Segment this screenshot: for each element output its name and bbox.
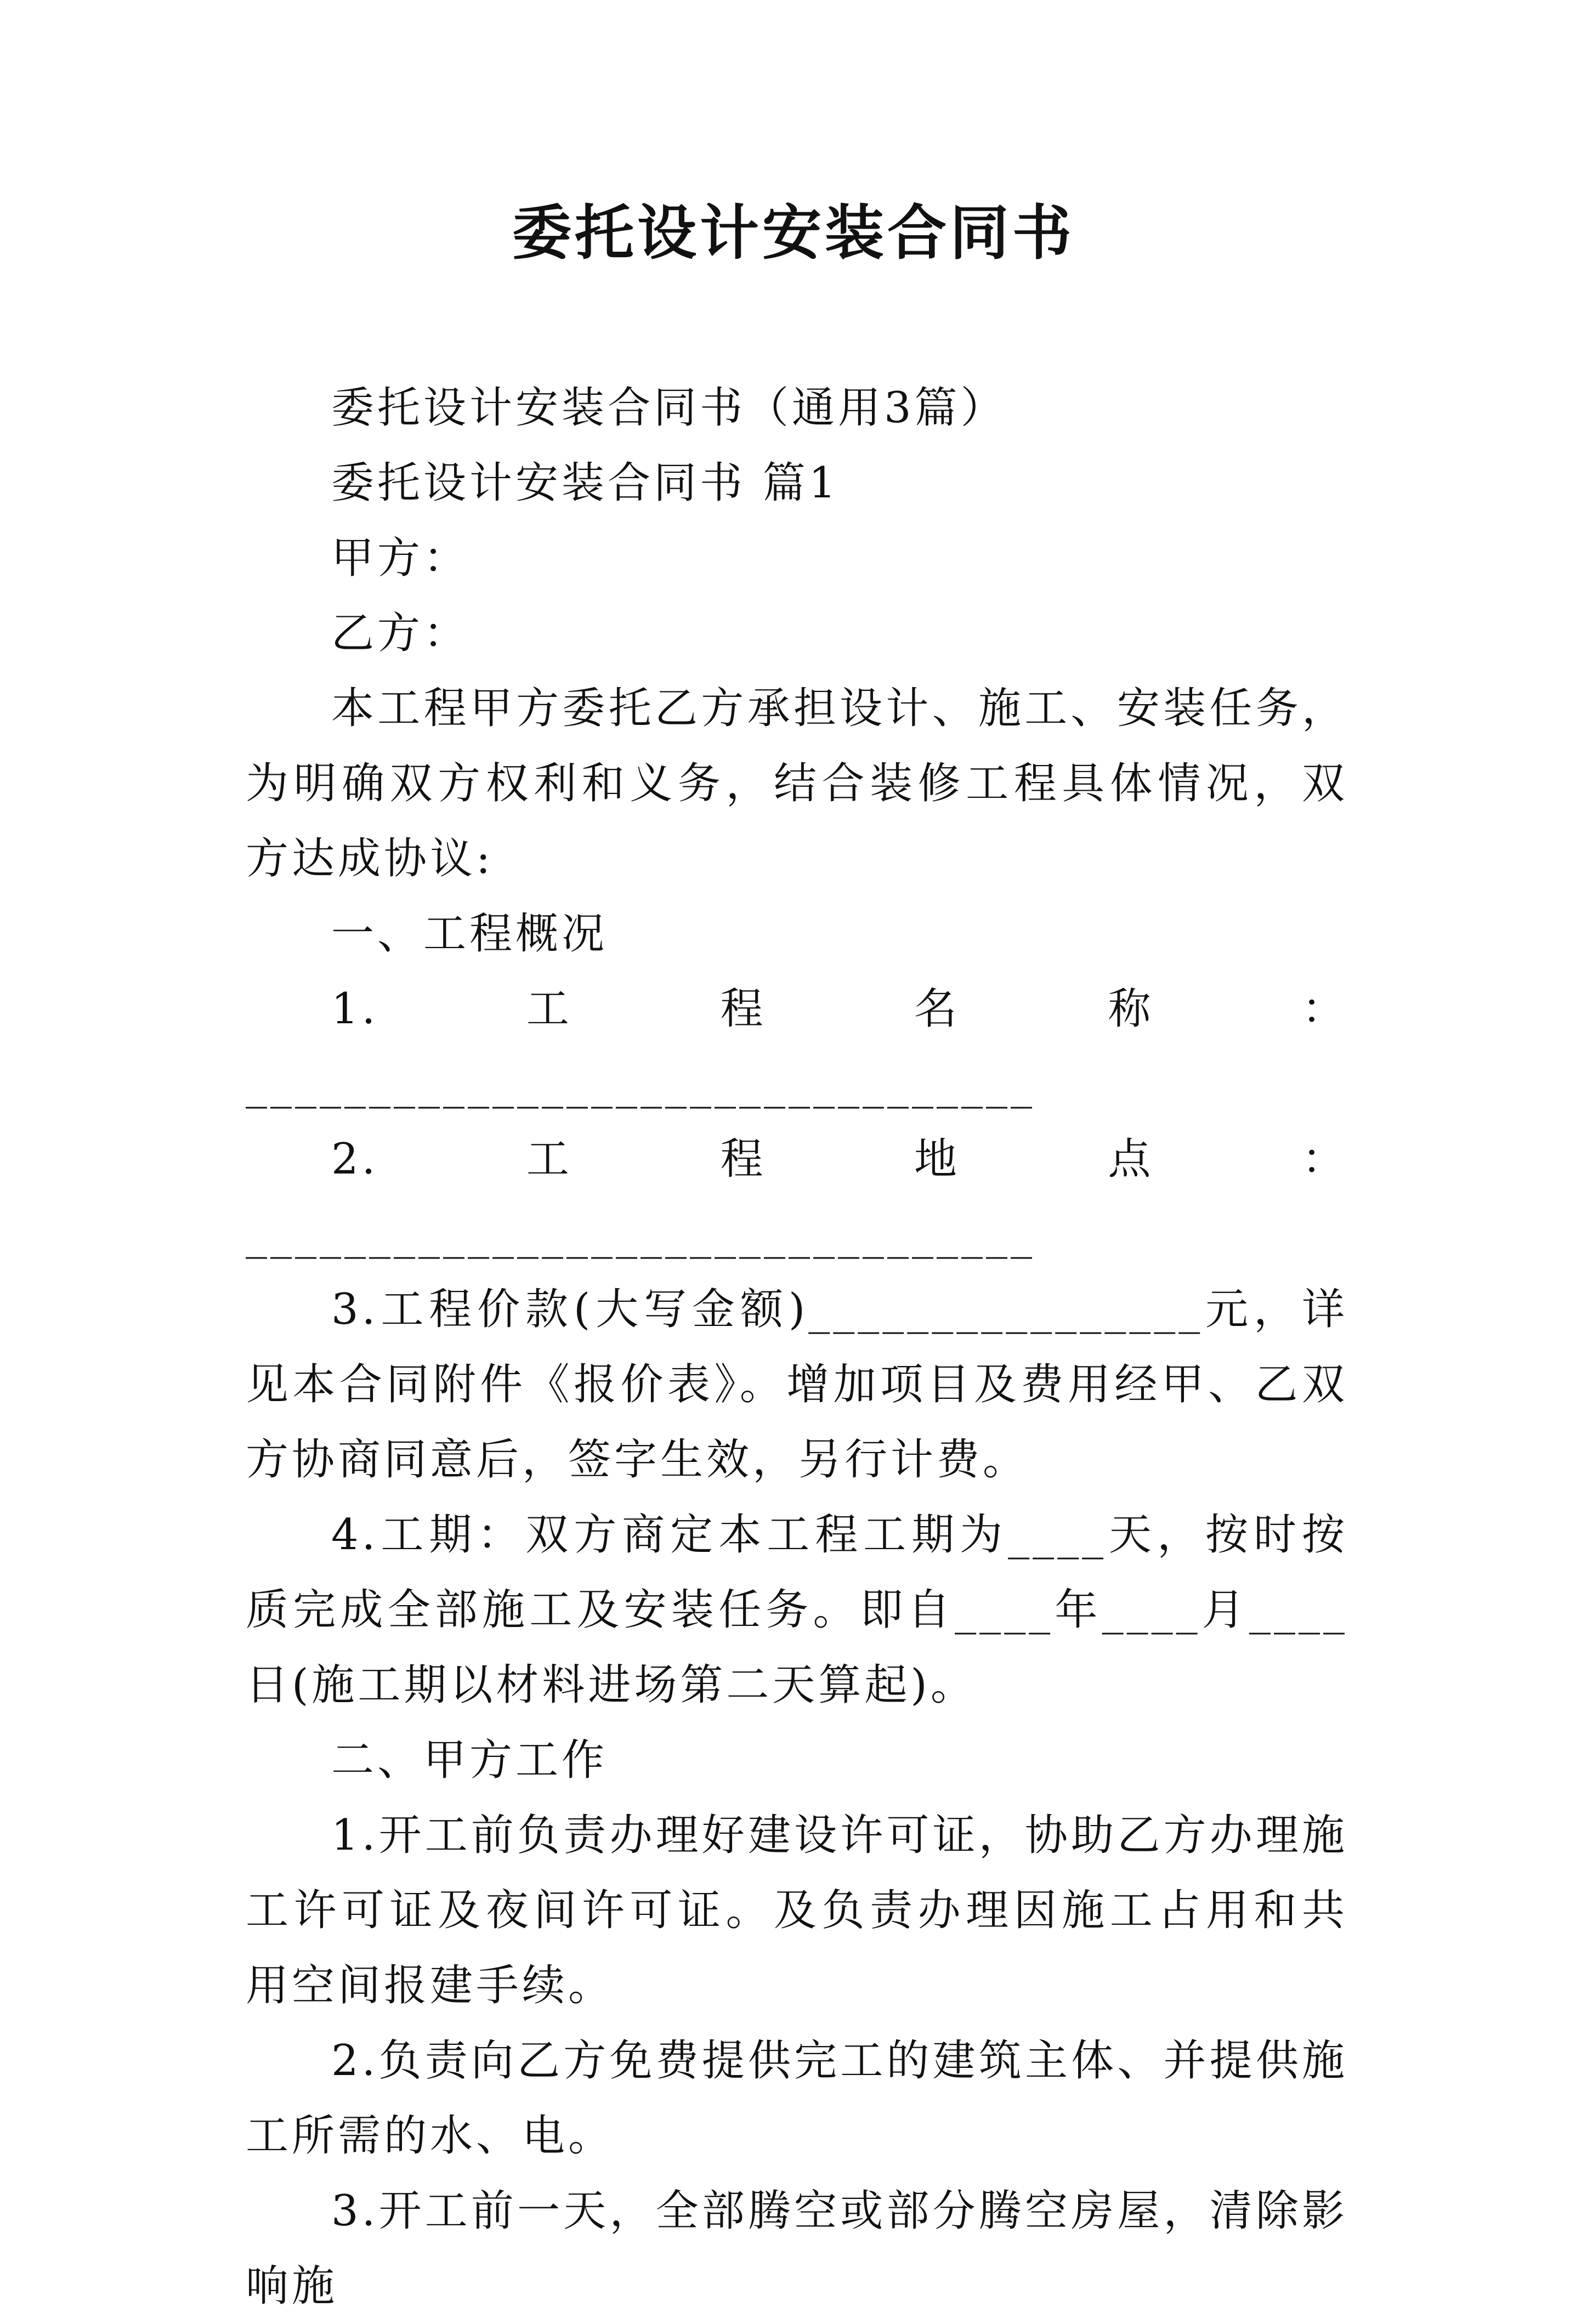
- party-a-duty-2: 2.负责向乙方免费提供完工的建筑主体、并提供施工所需的水、电。: [246, 2036, 1348, 2161]
- party-a-duty-3: 3.开工前一天，全部腾空或部分腾空房屋，清除影响施: [246, 2186, 1348, 2311]
- project-location-line: 2.工程地点：________________________________: [246, 1135, 1348, 1259]
- section-heading: 委托设计安装合同书 篇1: [331, 458, 840, 508]
- party-a-duty-1: 1.开工前负责办理好建设许可证，协助乙方办理施工许可证及夜间许可证。及负责办理因施工占用和共用空间报建手续。: [246, 1811, 1348, 2010]
- project-name-line: 1.工程名称：________________________________: [246, 984, 1348, 1109]
- document-title: 委托设计安装合同书: [512, 199, 1075, 268]
- clause-heading-1: 一、工程概况: [331, 909, 608, 959]
- project-schedule-paragraph: 4.工期：双方商定本工程工期为____天，按时按质完成全部施工及安装任务。即自____年____月____日(施工期以材料进场第二天算起)。: [246, 1510, 1348, 1710]
- subtitle-line: 委托设计安装合同书（通用3篇）: [331, 383, 1007, 433]
- clause-heading-2: 二、甲方工作: [331, 1736, 608, 1785]
- party-b-line: 乙方：: [331, 609, 470, 658]
- document-body: [246, 371, 1348, 2324]
- party-a-line: 甲方：: [331, 534, 470, 583]
- intro-paragraph: 本工程甲方委托乙方承担设计、施工、安装任务，为明确双方权利和义务，结合装修工程具体情况，双方达成协议:: [246, 684, 1348, 883]
- project-price-paragraph: 3.工程价款(大写金额)________________元，详见本合同附件《报价表》。增加项目及费用经甲、乙双方协商同意后，签字生效，另行计费。: [246, 1285, 1348, 1484]
